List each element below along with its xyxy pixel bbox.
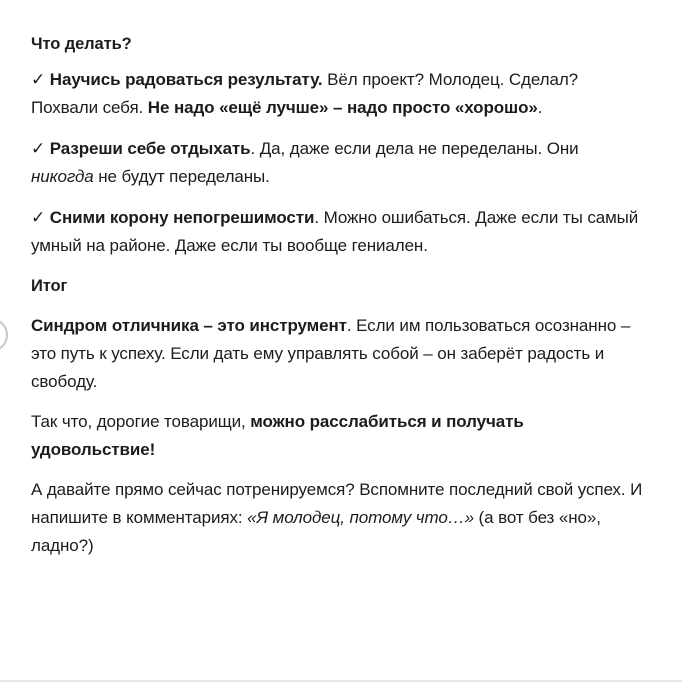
tip-text-end: . (537, 98, 543, 117)
closing-bold: можно расслабиться и получать удовольствие! (31, 412, 524, 459)
tip-paragraph (31, 66, 643, 122)
side-scroll-button[interactable] (0, 318, 8, 352)
checkmark-icon: ✓ (31, 208, 46, 227)
tip-paragraph (31, 204, 643, 260)
tip-emphasis: Не надо «ещё лучше» – надо просто «хорошо» (147, 98, 538, 117)
summary-bold: Синдром отличника – это инструмент (31, 316, 347, 335)
tip-text: Вёл проект? Молодец. Сделал? Похвали себя. (31, 70, 578, 117)
cta-text-end: (а вот без «но», ладно?) (31, 508, 601, 555)
summary-text: . Если им пользоваться осознанно – это путь к успеху. Если дать ему управлять собой – он заберёт радость и свободу. (31, 316, 631, 391)
cta-italic: «Я молодец, потому что…» (247, 508, 474, 527)
tip-text: . Можно ошибаться. Даже если ты самый умный на районе. Даже если ты вообще гениален. (31, 208, 639, 255)
summary-heading: Итог (31, 277, 68, 295)
tip-lead: Разреши себе отдыхать (49, 139, 251, 158)
tip-italic: никогда (31, 167, 94, 186)
checkmark-icon: ✓ (31, 70, 46, 89)
summary-paragraph (31, 312, 643, 396)
article-body (31, 30, 643, 560)
checkmark-icon: ✓ (31, 139, 46, 158)
tip-paragraph (31, 135, 643, 191)
section-heading: Что делать? (31, 35, 132, 53)
cta-text: А давайте прямо сейчас потренируемся? Вспомните последний свой успех. И напишите в комментариях: (31, 480, 643, 527)
call-to-action-paragraph (31, 476, 643, 560)
tip-text-end: не будут переделаны. (93, 167, 270, 186)
tip-lead: Сними корону непогрешимости (49, 208, 315, 227)
closing-paragraph (31, 408, 643, 464)
tip-text: . Да, даже если дела не переделаны. Они (250, 139, 579, 158)
closing-text: Так что, дорогие товарищи, (31, 412, 251, 431)
tip-lead: Научись радоваться результату. (49, 70, 323, 89)
